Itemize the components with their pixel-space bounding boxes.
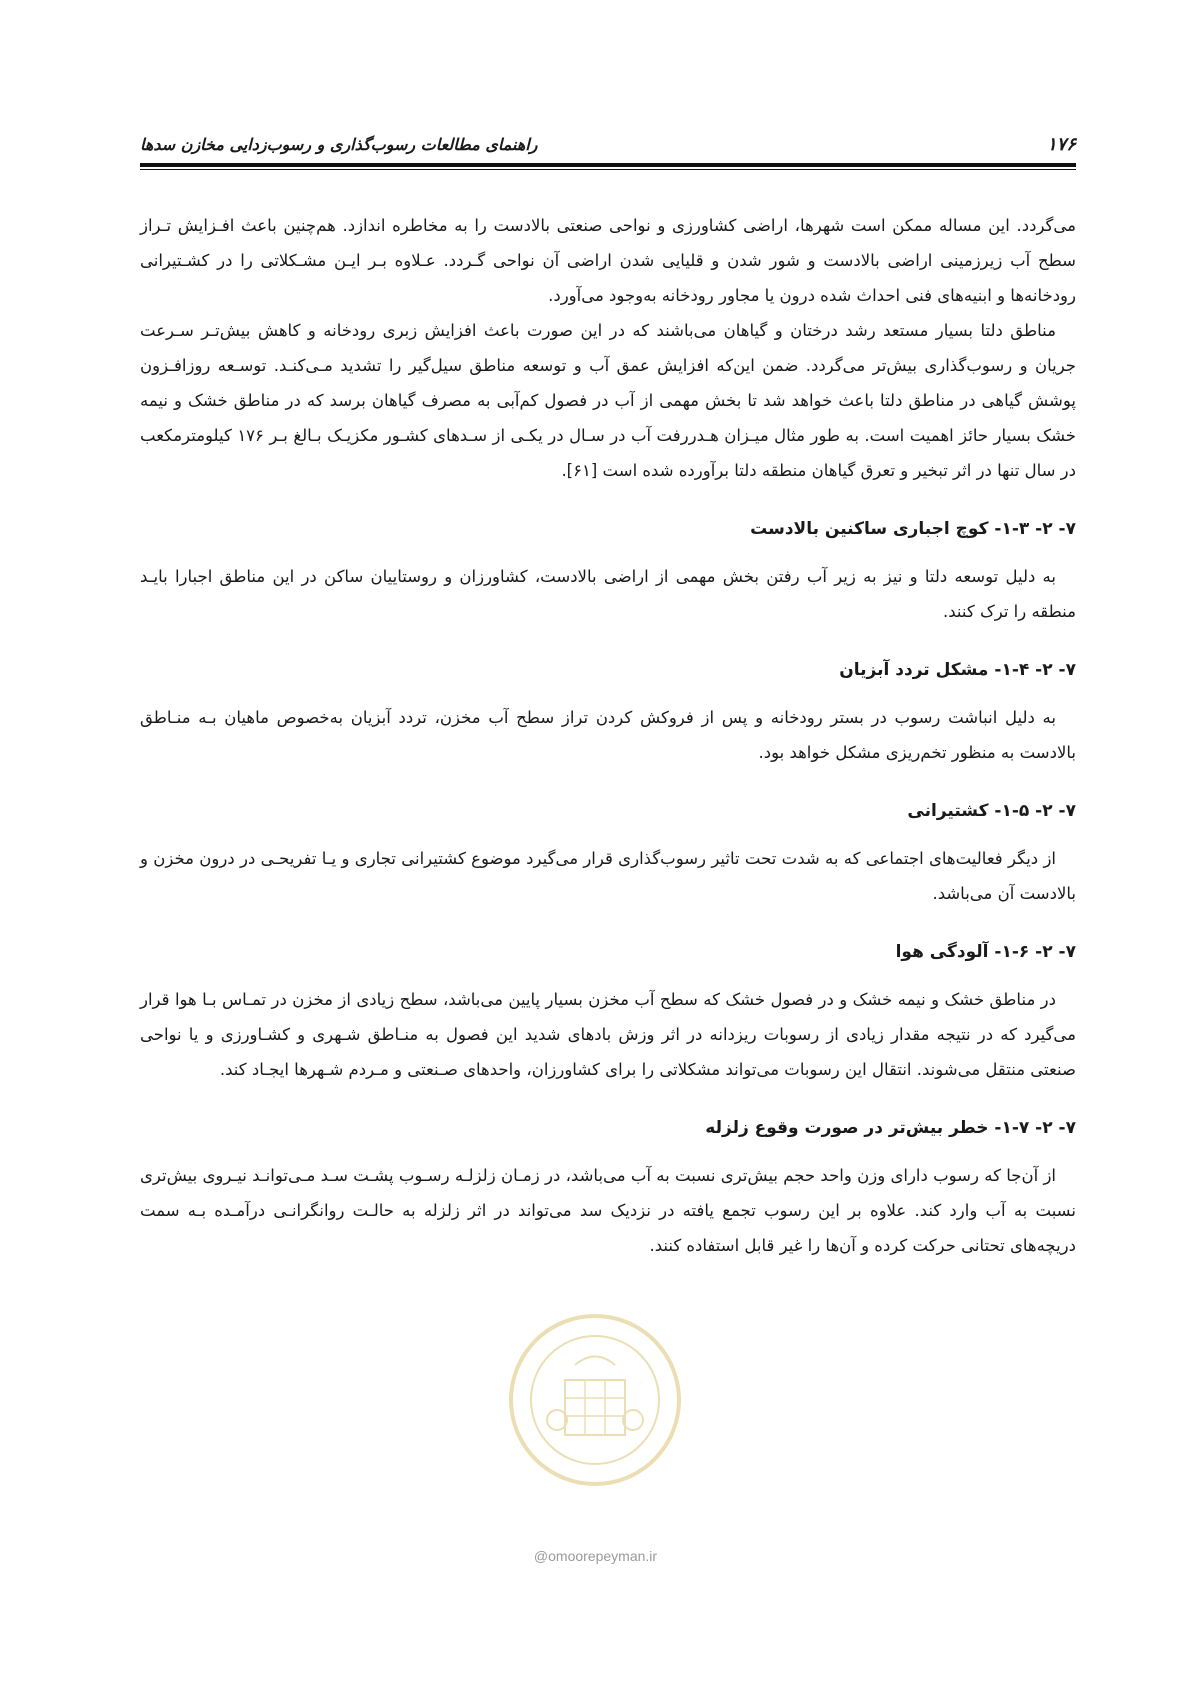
section-heading-5: ۷- ۲- ۱-۵- کشتیرانی [907,801,1076,821]
page-number: ۱۷۶ [1046,133,1076,155]
paragraph-7: از آن‌جا که رسوب دارای وزن واحد حجم بیش‌تری نسبت به آب می‌باشد، در زمـان زلزلـه رسـوب پشـت سـد مـی‌توانـد نیـروی بیش‌تری نسبت به آب وارد کند. علاوه بر این رسوب تجمع یافته در نزدیک سد می‌تواند در اثر زلزله به حالـت روانگرانـی درآمـده بـه سمت دریچه‌های تحتانی حرکت کرده و آن‌ها را غیر قابل استفاده کنند. [140,1166,1076,1255]
page-header [140,128,1076,160]
section-heading-6: ۷- ۲- ۱-۶- آلودگی هوا [895,942,1076,962]
section-heading-3: ۷- ۲- ۱-۳- کوچ اجباری ساکنین بالادست [750,519,1076,539]
header-rule-thin [140,169,1076,170]
header-rule-thick [140,163,1076,167]
paragraph-6: در مناطق خشک و نیمه خشک و در فصول خشک که سطح آب مخزن بسیار پایین می‌باشد، سطح زیادی از مخزن در تمـاس بـا هوا قرار می‌گیرد که در نتیجه مقدار زیادی از رسوبات ریزدانه در اثر وزش بادهای شدید این فصول به منـاطق شـهری و کشـاورزی و یا نواحی صنعتی منتقل می‌شوند. انتقال این رسوبات می‌تواند مشکلاتی را برای کشاورزان، واحدهای صـنعتی و مـردم شـهرها ایجـاد کند. [140,990,1076,1079]
paragraph-4: به دلیل انباشت رسوب در بستر رودخانه و پس از فروکش کردن تراز سطح آب مخزن، تردد آبزیان به‌خصوص ماهیان بـه منـاطق بالادست به منظور تخم‌ریزی مشکل خواهد بود. [140,708,1076,762]
body-text [140,208,1076,1263]
paragraph-2: مناطق دلتا بسیار مستعد رشد درختان و گیاهان می‌باشند که در این صورت باعث افزایش زبری رودخانه و کاهش بیش‌تـر سـرعت جریان و رسوب‌گذاری بیش‌تر می‌گردد. ضمن این‌که افزایش عمق آب و توسعه مناطق سیل‌گیر را تشدید مـی‌کنـد. توسـعه روزافـزون پوشش گیاهی در مناطق دلتا باعث خواهد شد تا بخش مهمی از آب در فصول کم‌آبی به مصرف گیاهان برسد که در مناطق خشک و نیمه خشک بسیار حائز اهمیت است. به طور مثال میـزان هـدررفت آب در سـال در یکـی از سـدهای کشـور مکزیـک بـالغ بـر ۱۷۶ کیلومترمکعب در سال تنها در اثر تبخیر و تعرق گیاهان منطقه دلتا برآورده شده است [۶۱]. [140,321,1076,480]
paragraph-1: می‌گردد. این مساله ممکن است شهرها، اراضی کشاورزی و نواحی صنعتی بالادست را به مخاطره اندازد. هم‌چنین باعث افـزایش تـراز سطح آب زیرزمینی اراضی بالادست و شور شدن و قلیایی شدن اراضی آن نواحی گـردد. عـلاوه بـر ایـن مشـکلاتی را در کشـتیرانی رودخانه‌ها و ابنیه‌های فنی احداث شده درون یا مجاور رودخانه به‌وجود می‌آورد. [140,216,1076,305]
running-title: راهنمای مطالعات رسوب‌گذاری و رسوب‌زدایی مخازن سدها [140,134,538,154]
paragraph-5: از دیگر فعالیت‌های اجتماعی که به شدت تحت تاثیر رسوب‌گذاری قرار می‌گیرد موضوع کشتیرانی تجاری و یـا تفریحـی در درون مخزن و بالادست آن می‌باشد. [140,849,1076,903]
watermark-site: @omoorepeyman.ir [533,1548,658,1564]
seal-logo-icon [505,1310,685,1490]
section-heading-7: ۷- ۲- ۱-۷- خطر بیش‌تر در صورت وقوع زلزله [705,1118,1076,1138]
section-heading-4: ۷- ۲- ۱-۴- مشکل تردد آبزیان [839,660,1076,680]
paragraph-3: به دلیل توسعه دلتا و نیز به زیر آب رفتن بخش مهمی از اراضی بالادست، کشاورزان و روستاییان ساکن در این مناطق اجبارا بایـد منطقه را ترک کنند. [140,567,1076,621]
